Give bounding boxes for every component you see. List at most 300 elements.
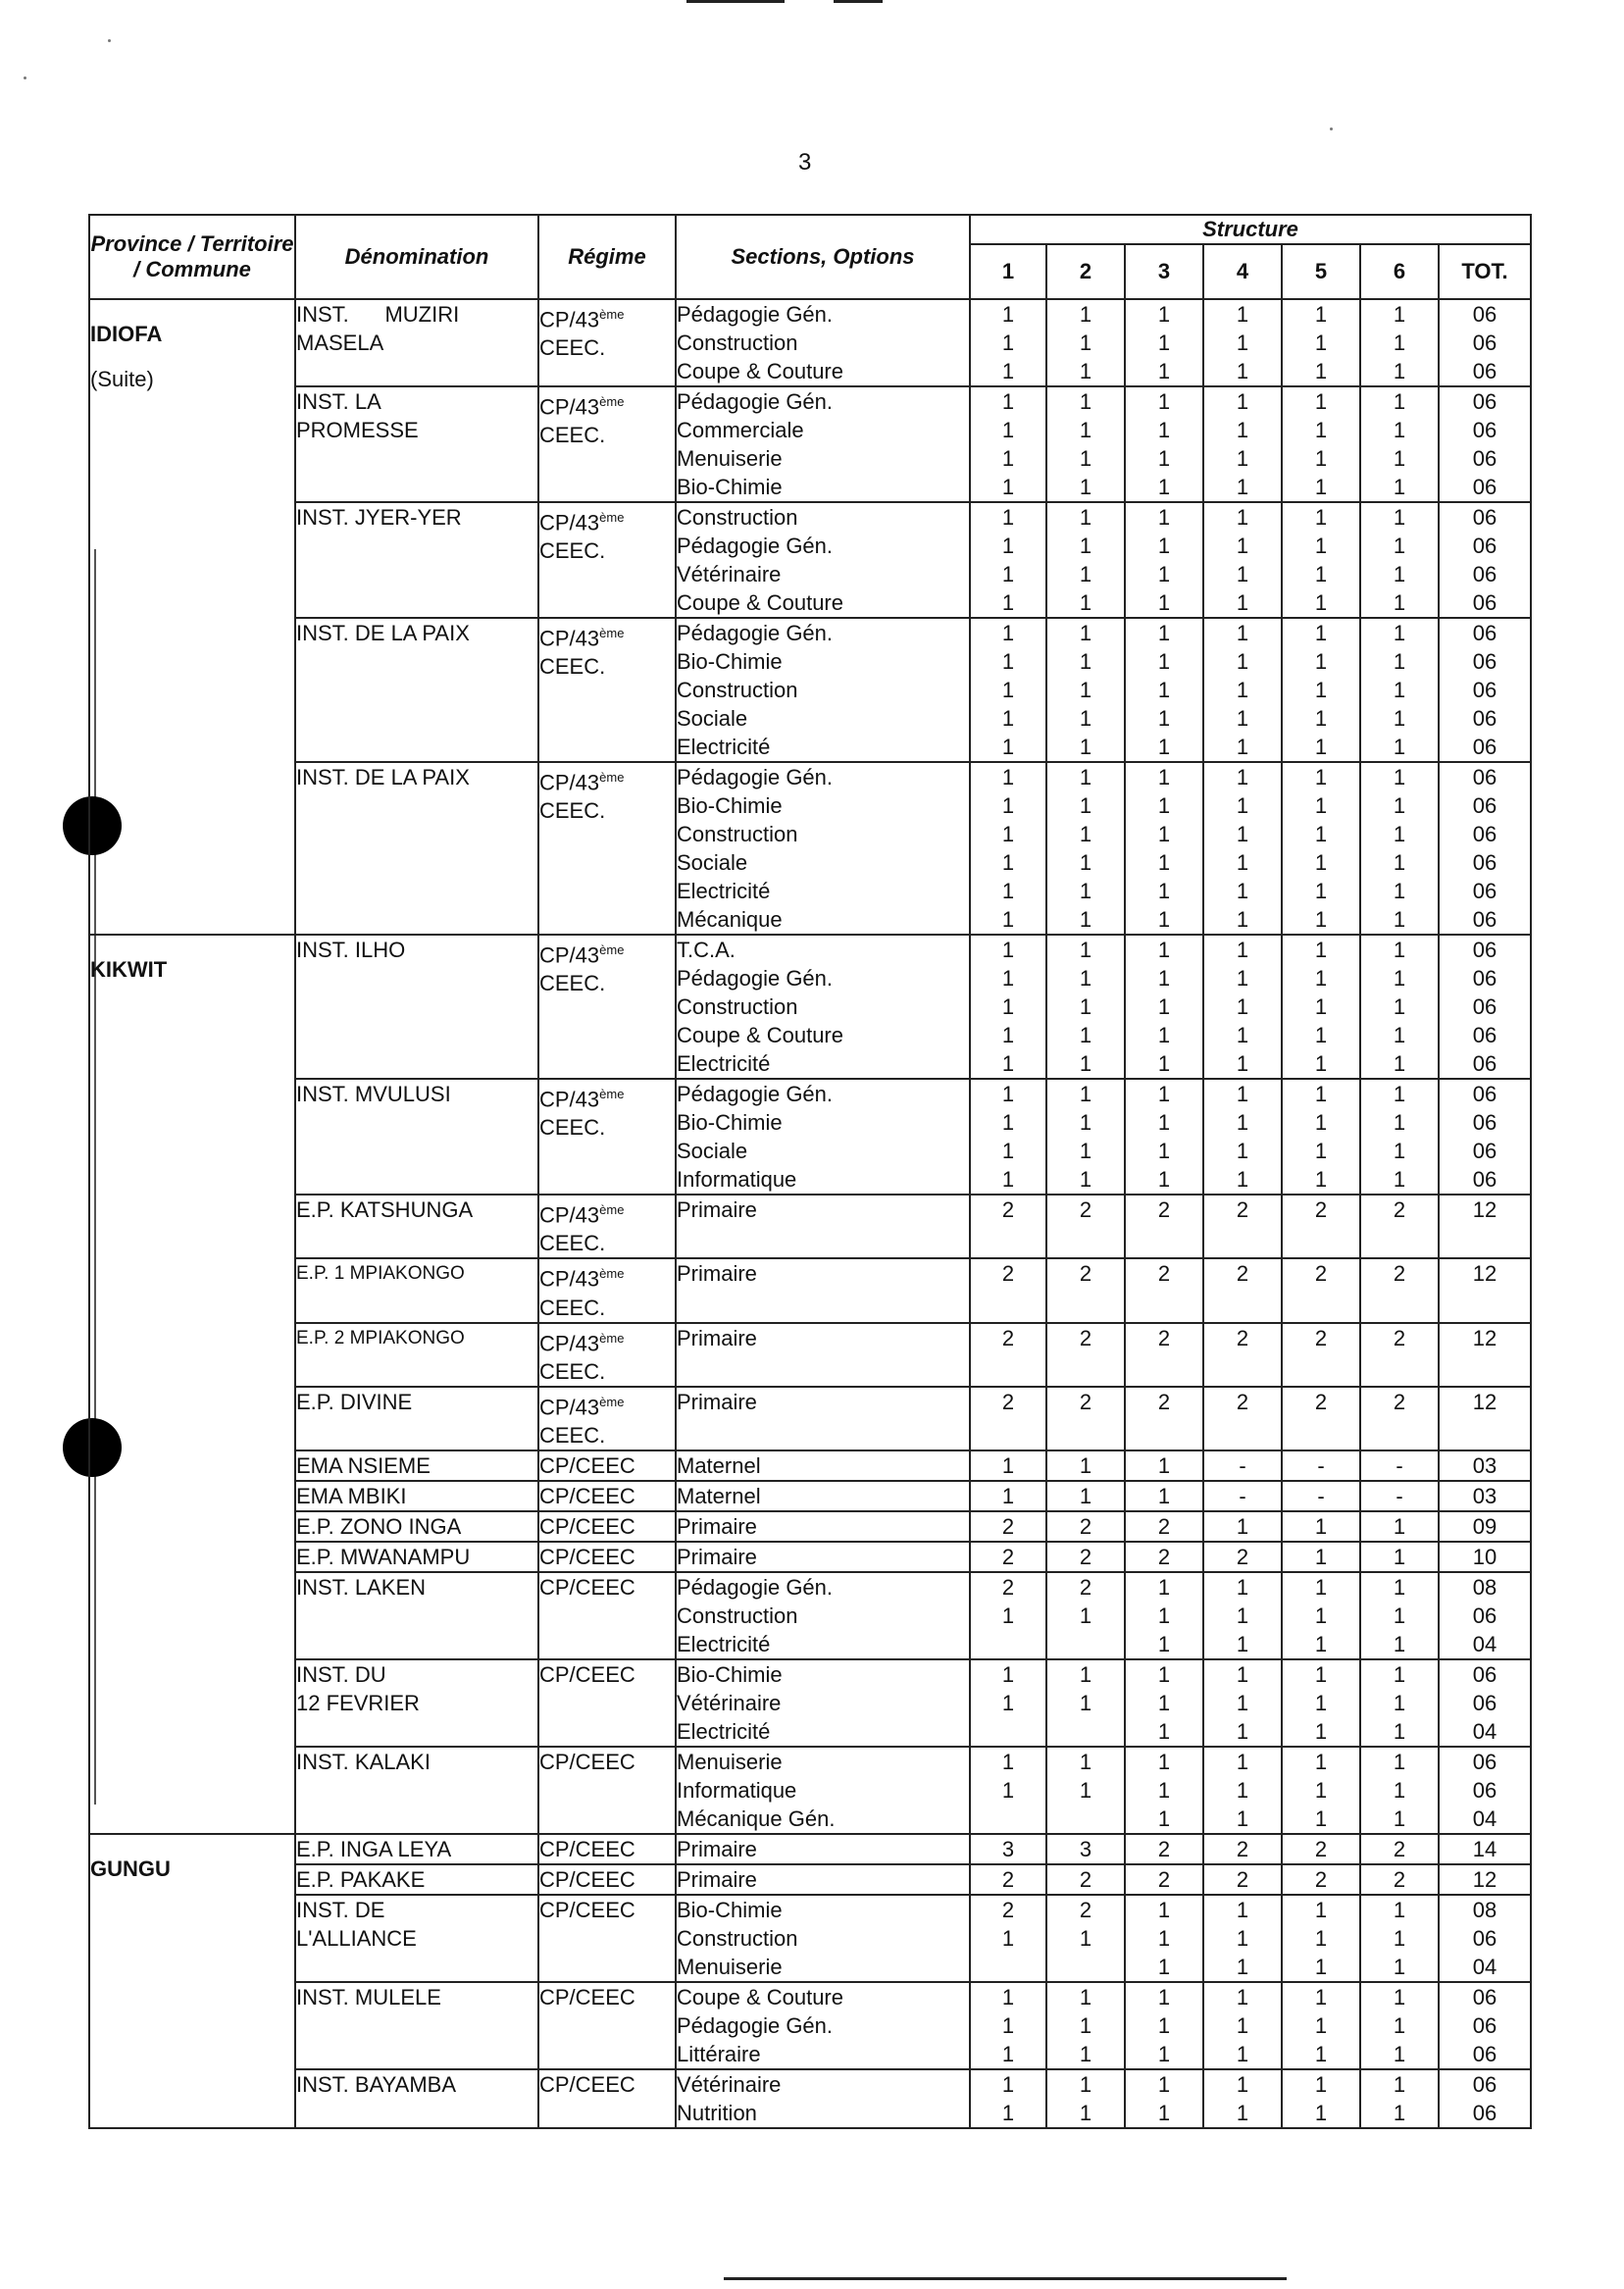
structure-count-c6-text: 1 1 <box>1393 2072 1406 2126</box>
structure-count-c5 <box>1282 1195 1360 1258</box>
regime-line2: CEEC. <box>539 335 606 361</box>
structure-count-c6 <box>1360 1982 1439 2069</box>
structure-count-c1 <box>970 2069 1046 2128</box>
bottom-rule <box>724 2277 1287 2280</box>
structure-count-c2-text: 1 <box>1079 1484 1092 1509</box>
structure-count-c1 <box>970 762 1046 935</box>
total-cell <box>1439 1834 1531 1864</box>
structure-count-c2-text: 1 1 1 1 1 1 <box>1079 765 1092 932</box>
table-row <box>89 1864 1531 1895</box>
structure-count-c2-text: 1 1 1 1 1 <box>1079 938 1092 1076</box>
structure-count-c4-text: 2 <box>1236 1197 1249 1222</box>
structure-count-c2-text: 1 1 1 <box>1079 1985 1092 2067</box>
regime-line2: CEEC. <box>539 798 606 824</box>
school-name <box>295 1323 538 1387</box>
sections-cell <box>676 1079 970 1195</box>
regime-text <box>539 1835 675 1863</box>
total-cell <box>1439 1895 1531 1982</box>
structure-count-c1 <box>970 1481 1046 1511</box>
structure-count-c4-text: 1 1 1 1 1 <box>1236 938 1249 1076</box>
sections-cell <box>676 1323 970 1387</box>
regime-text <box>539 936 675 997</box>
sections-cell <box>676 1864 970 1895</box>
regime-line2: CEEC. <box>539 654 606 680</box>
regime-superscript: ème <box>599 394 625 409</box>
structure-count-c2 <box>1046 1542 1125 1572</box>
header-province: Province / Territoire / Commune <box>89 215 295 299</box>
regime-cell <box>538 1387 676 1450</box>
regime-line2: CEEC. <box>539 538 606 564</box>
regime-base: CP/CEEC <box>539 1545 635 1570</box>
structure-count-c3-text: 2 <box>1157 1325 1171 1350</box>
structure-count-c3-text: 1 <box>1157 1484 1171 1509</box>
sections-cell <box>676 1195 970 1258</box>
structure-count-c3-text: 2 <box>1157 1261 1171 1287</box>
structure-count-c5 <box>1282 1864 1360 1895</box>
structure-count-c3 <box>1125 935 1203 1079</box>
sections-cell-text: Bio-Chimie Construction Menuiserie <box>677 1898 798 1980</box>
school-name-text: E.P. INGA LEYA <box>296 1837 452 1862</box>
table-row <box>89 1834 1531 1864</box>
structure-count-c1-text: 1 1 1 1 <box>1001 505 1015 615</box>
sections-cell-text: Bio-Chimie Vétérinaire Electricité <box>677 1662 783 1745</box>
structure-count-c5-text: 2 <box>1314 1261 1328 1287</box>
sections-cell-text: Coupe & Couture Pédagogie Gén. Littéraire <box>677 1985 843 2067</box>
structure-count-c6-text: 1 1 1 1 <box>1393 389 1406 499</box>
structure-count-c2 <box>1046 2069 1125 2128</box>
structure-count-c5 <box>1282 762 1360 935</box>
school-name-text: INST. BAYAMBA <box>296 2072 457 2098</box>
structure-count-c4 <box>1203 1511 1282 1542</box>
school-name <box>295 1572 538 1659</box>
scan-speck <box>24 76 26 79</box>
regime-cell <box>538 386 676 502</box>
total-cell-text: 06 06 06 <box>1472 302 1497 383</box>
structure-count-c2 <box>1046 1572 1125 1659</box>
structure-count-c6 <box>1360 1542 1439 1572</box>
structure-count-c5 <box>1282 1511 1360 1542</box>
regime-base: CP/43 <box>539 394 600 420</box>
structure-count-c6 <box>1360 762 1439 935</box>
header-col-6: 6 <box>1360 244 1439 299</box>
table-row <box>89 1450 1531 1481</box>
header-col-2: 2 <box>1046 244 1125 299</box>
structure-count-c1 <box>970 1542 1046 1572</box>
sections-cell <box>676 1747 970 1834</box>
structure-count-c4 <box>1203 1982 1282 2069</box>
structure-count-c3 <box>1125 1481 1203 1511</box>
structure-count-c6 <box>1360 1195 1439 1258</box>
regime-text <box>539 763 675 825</box>
table-row <box>89 386 1531 502</box>
structure-count-c4 <box>1203 1542 1282 1572</box>
structure-count-c4-text: 2 <box>1236 1837 1249 1862</box>
structure-count-c4 <box>1203 1195 1282 1258</box>
structure-count-c3-text: 1 1 1 <box>1157 1662 1171 1745</box>
structure-count-c6-text: 1 1 1 <box>1393 1750 1406 1832</box>
regime-cell <box>538 1079 676 1195</box>
regime-cell <box>538 935 676 1079</box>
structure-count-c5-text: 1 1 1 <box>1314 1985 1328 2067</box>
structure-count-c6 <box>1360 502 1439 618</box>
regime-cell <box>538 1195 676 1258</box>
structure-count-c1 <box>970 1864 1046 1895</box>
schools-table <box>88 214 1532 2129</box>
structure-count-c6-text: 1 1 1 <box>1393 1662 1406 1745</box>
structure-count-c1 <box>970 1834 1046 1864</box>
structure-count-c4 <box>1203 1747 1282 1834</box>
sections-cell-text: Primaire <box>677 1389 757 1414</box>
structure-count-c6 <box>1360 386 1439 502</box>
structure-count-c5 <box>1282 502 1360 618</box>
regime-cell <box>538 1747 676 1834</box>
structure-count-c2-text: 1 <box>1079 1453 1092 1479</box>
structure-count-c4-text: 1 1 1 <box>1236 1750 1249 1832</box>
regime-cell <box>538 1511 676 1542</box>
school-name-text: E.P. PAKAKE <box>296 1867 426 1893</box>
structure-count-c1-text: 2 <box>1001 1261 1015 1287</box>
structure-count-c3 <box>1125 1834 1203 1864</box>
header-sections: Sections, Options <box>676 215 970 299</box>
structure-count-c1 <box>970 1195 1046 1258</box>
structure-count-c4 <box>1203 1572 1282 1659</box>
structure-count-c3-text: 1 1 1 <box>1157 1985 1171 2067</box>
structure-count-c1 <box>970 1895 1046 1982</box>
structure-count-c2 <box>1046 1323 1125 1387</box>
total-cell-text: 14 <box>1472 1837 1497 1862</box>
regime-cell <box>538 1834 676 1864</box>
total-cell <box>1439 1864 1531 1895</box>
structure-count-c3-text: 1 1 1 1 <box>1157 505 1171 615</box>
school-name-text: INST. LAKEN <box>296 1575 427 1601</box>
structure-count-c4-text: 1 1 1 <box>1236 1985 1249 2067</box>
sections-cell <box>676 1258 970 1322</box>
structure-count-c1 <box>970 1659 1046 1747</box>
page-number: 3 <box>798 149 812 176</box>
structure-count-c4-text: 1 1 1 <box>1236 1898 1249 1980</box>
sections-cell <box>676 1659 970 1747</box>
structure-count-c6 <box>1360 1079 1439 1195</box>
structure-count-c6-text: 2 <box>1393 1837 1406 1862</box>
structure-count-c6-text: 1 <box>1393 1514 1406 1540</box>
province-note: (Suite) <box>90 367 154 391</box>
structure-count-c3 <box>1125 1659 1203 1747</box>
structure-count-c1 <box>970 1258 1046 1322</box>
sections-cell-text: Primaire <box>677 1197 757 1222</box>
regime-superscript: ème <box>599 1202 625 1217</box>
total-cell <box>1439 1079 1531 1195</box>
structure-count-c6-text: 1 1 1 1 <box>1393 505 1406 615</box>
structure-count-c5-text: 2 <box>1314 1325 1328 1350</box>
school-name-text: INST. DU 12 FEVRIER <box>296 1662 420 1716</box>
total-cell <box>1439 762 1531 935</box>
school-name <box>295 1864 538 1895</box>
regime-text <box>539 2070 675 2099</box>
structure-count-c4-text: 2 <box>1236 1867 1249 1893</box>
structure-count-c1-text: 2 1 <box>1001 1575 1015 1629</box>
structure-count-c3-text: 1 <box>1157 1453 1171 1479</box>
regime-line2: CEEC. <box>539 1295 606 1320</box>
school-name <box>295 1258 538 1322</box>
structure-count-c1 <box>970 935 1046 1079</box>
province-cell-kikwit <box>89 935 295 1834</box>
structure-count-c6 <box>1360 1895 1439 1982</box>
table-row <box>89 1258 1531 1322</box>
regime-line2: CEEC. <box>539 1115 606 1141</box>
structure-count-c2-text: 1 1 1 1 <box>1079 505 1092 615</box>
total-cell-text: 03 <box>1472 1453 1497 1479</box>
structure-count-c1-text: 1 1 <box>1001 1750 1015 1804</box>
structure-count-c1-text: 2 <box>1001 1389 1015 1414</box>
structure-count-c2 <box>1046 1450 1125 1481</box>
structure-count-c4-text: 2 <box>1236 1389 1249 1414</box>
regime-cell <box>538 1864 676 1895</box>
school-name <box>295 1195 538 1258</box>
regime-text <box>539 1865 675 1894</box>
regime-base: CP/43 <box>539 942 600 968</box>
structure-count-c2 <box>1046 1982 1125 2069</box>
regime-cell <box>538 618 676 762</box>
regime-line2: CEEC. <box>539 971 606 996</box>
sections-cell-text: Maternel <box>677 1484 761 1509</box>
structure-count-c5 <box>1282 1481 1360 1511</box>
structure-count-c6-text: 2 <box>1393 1197 1406 1222</box>
structure-count-c5-text: 1 1 <box>1314 2072 1328 2126</box>
school-name <box>295 2069 538 2128</box>
school-name-text: INST. MULELE <box>296 1985 441 2010</box>
school-name-text: E.P. DIVINE <box>296 1389 413 1414</box>
school-name <box>295 1387 538 1450</box>
structure-count-c3-text: 1 1 1 1 1 1 <box>1157 765 1171 932</box>
structure-count-c5-text: 2 <box>1314 1867 1328 1893</box>
sections-cell-text: Construction Pédagogie Gén. Vétérinaire Coupe & Couture <box>677 505 843 615</box>
province-name: GUNGU <box>90 1857 171 1882</box>
table-row <box>89 502 1531 618</box>
structure-count-c5 <box>1282 1542 1360 1572</box>
regime-line2: CEEC. <box>539 423 606 448</box>
regime-cell <box>538 502 676 618</box>
sections-cell-text: Pédagogie Gén. Bio-Chimie Construction Sociale Electricité <box>677 621 834 759</box>
structure-count-c6-text: 2 <box>1393 1325 1406 1350</box>
sections-cell-text: Menuiserie Informatique Mécanique Gén. <box>677 1750 836 1832</box>
structure-count-c4 <box>1203 1323 1282 1387</box>
structure-count-c5 <box>1282 299 1360 386</box>
structure-count-c3 <box>1125 502 1203 618</box>
structure-count-c3-text: 1 1 1 <box>1157 302 1171 383</box>
school-name <box>295 1659 538 1747</box>
structure-count-c5-text: 1 1 1 <box>1314 302 1328 383</box>
regime-base: CP/CEEC <box>539 1484 635 1509</box>
school-name-text: E.P. MWANAMPU <box>296 1545 471 1570</box>
structure-count-c5-text: 1 1 1 1 1 1 <box>1314 765 1328 932</box>
structure-count-c4-text: 2 <box>1236 1261 1249 1287</box>
school-name <box>295 618 538 762</box>
school-name-text: E.P. ZONO INGA <box>296 1514 462 1540</box>
scan-speck <box>1330 127 1333 130</box>
sections-cell-text: Primaire <box>677 1325 757 1350</box>
structure-count-c2 <box>1046 502 1125 618</box>
sections-cell-text: Primaire <box>677 1545 757 1570</box>
structure-count-c6 <box>1360 1450 1439 1481</box>
regime-line2: CEEC. <box>539 1358 606 1384</box>
school-name-text: EMA MBIKI <box>296 1484 407 1509</box>
regime-text <box>539 1748 675 1776</box>
regime-superscript: ème <box>599 942 625 957</box>
total-cell <box>1439 1572 1531 1659</box>
structure-count-c5 <box>1282 1659 1360 1747</box>
structure-count-c3-text: 1 1 1 <box>1157 1898 1171 1980</box>
structure-count-c2-text: 2 <box>1079 1325 1092 1350</box>
sections-cell-text: Vétérinaire Nutrition <box>677 2072 782 2126</box>
structure-count-c2 <box>1046 1195 1125 1258</box>
total-cell-text: 12 <box>1472 1261 1497 1287</box>
total-cell-text: 06 06 06 06 <box>1472 1082 1497 1192</box>
structure-count-c5 <box>1282 1747 1360 1834</box>
regime-cell <box>538 1659 676 1747</box>
structure-count-c3-text: 1 1 1 <box>1157 1750 1171 1832</box>
total-cell <box>1439 1982 1531 2069</box>
table-row <box>89 2069 1531 2128</box>
school-name <box>295 1747 538 1834</box>
regime-base: CP/CEEC <box>539 1985 635 2010</box>
structure-count-c1-text: 1 1 <box>1001 2072 1015 2126</box>
structure-count-c5-text: 2 <box>1314 1389 1328 1414</box>
regime-base: CP/CEEC <box>539 1898 635 1923</box>
structure-count-c5 <box>1282 386 1360 502</box>
structure-count-c1-text: 1 1 1 <box>1001 1985 1015 2067</box>
structure-count-c2-text: 1 1 <box>1079 2072 1092 2126</box>
structure-count-c2-text: 1 1 1 1 <box>1079 1082 1092 1192</box>
structure-count-c3-text: 2 <box>1157 1197 1171 1222</box>
regime-text <box>539 300 675 362</box>
structure-count-c4 <box>1203 2069 1282 2128</box>
structure-count-c4-text: 1 1 1 <box>1236 1575 1249 1657</box>
structure-count-c1-text: 3 <box>1001 1837 1015 1862</box>
structure-count-c2-text: 1 1 <box>1079 1750 1092 1804</box>
regime-base: CP/CEEC <box>539 1514 635 1540</box>
total-cell-text: 12 <box>1472 1389 1497 1414</box>
regime-cell <box>538 1982 676 2069</box>
regime-base: CP/43 <box>539 626 600 651</box>
structure-count-c6-text: 1 1 1 1 <box>1393 1082 1406 1192</box>
regime-base: CP/CEEC <box>539 1837 635 1862</box>
total-cell-text: 12 <box>1472 1867 1497 1893</box>
total-cell <box>1439 935 1531 1079</box>
structure-count-c5 <box>1282 935 1360 1079</box>
school-name <box>295 762 538 935</box>
structure-count-c1-text: 1 1 1 <box>1001 302 1015 383</box>
regime-base: CP/43 <box>539 307 600 332</box>
school-name <box>295 1834 538 1864</box>
structure-count-c2-text: 2 1 <box>1079 1575 1092 1629</box>
structure-count-c5-text: 2 <box>1314 1837 1328 1862</box>
structure-count-c2 <box>1046 1834 1125 1864</box>
total-cell <box>1439 1323 1531 1387</box>
total-cell <box>1439 2069 1531 2128</box>
sections-cell <box>676 386 970 502</box>
school-name-text: INST. DE LA PAIX <box>296 765 470 789</box>
structure-count-c3-text: 1 1 1 1 <box>1157 389 1171 499</box>
structure-count-c1-text: 1 1 <box>1001 1662 1015 1716</box>
school-name-text: INST. JYER-YER <box>296 505 462 530</box>
table-row <box>89 1747 1531 1834</box>
total-cell-text: 06 06 <box>1472 2072 1497 2126</box>
structure-count-c4 <box>1203 299 1282 386</box>
table-row <box>89 1323 1531 1387</box>
structure-count-c4-text: - <box>1239 1453 1246 1479</box>
structure-count-c6 <box>1360 299 1439 386</box>
total-cell <box>1439 1511 1531 1542</box>
structure-count-c2 <box>1046 1387 1125 1450</box>
structure-count-c3 <box>1125 1258 1203 1322</box>
sections-cell <box>676 1511 970 1542</box>
structure-count-c2-text: 2 1 <box>1079 1898 1092 1952</box>
structure-count-c6 <box>1360 1323 1439 1387</box>
structure-count-c1 <box>970 1387 1046 1450</box>
structure-count-c3-text: 2 <box>1157 1389 1171 1414</box>
school-name <box>295 1450 538 1481</box>
regime-text <box>539 1896 675 1924</box>
sections-cell <box>676 1982 970 2069</box>
structure-count-c5-text: 1 1 1 <box>1314 1750 1328 1832</box>
header-denomination: Dénomination <box>295 215 538 299</box>
sections-cell-text: Primaire <box>677 1837 757 1862</box>
sections-cell <box>676 1834 970 1864</box>
regime-base: CP/CEEC <box>539 2072 635 2098</box>
sections-cell <box>676 1481 970 1511</box>
structure-count-c6-text: 2 <box>1393 1389 1406 1414</box>
regime-line2: CEEC. <box>539 1423 606 1449</box>
structure-count-c6 <box>1360 1572 1439 1659</box>
structure-count-c2-text: 2 <box>1079 1514 1092 1540</box>
structure-count-c1-text: 1 1 1 1 <box>1001 389 1015 499</box>
regime-superscript: ème <box>599 1266 625 1282</box>
sections-cell-text: Pédagogie Gén. Construction Electricité <box>677 1575 834 1657</box>
total-cell-text: 03 <box>1472 1484 1497 1509</box>
province-name: KIKWIT <box>90 957 168 982</box>
total-cell-text: 12 <box>1472 1325 1497 1350</box>
regime-cell <box>538 1481 676 1511</box>
header-col-5: 5 <box>1282 244 1360 299</box>
regime-base: CP/43 <box>539 1330 600 1355</box>
structure-count-c5-text: 1 <box>1314 1545 1328 1570</box>
sections-cell-text: Maternel <box>677 1453 761 1479</box>
structure-count-c3 <box>1125 1195 1203 1258</box>
structure-count-c4 <box>1203 1450 1282 1481</box>
structure-count-c4-text: - <box>1239 1484 1246 1509</box>
structure-count-c6-text: 1 1 1 <box>1393 1985 1406 2067</box>
school-name <box>295 935 538 1079</box>
structure-count-c4 <box>1203 618 1282 762</box>
structure-count-c6 <box>1360 1258 1439 1322</box>
school-name <box>295 502 538 618</box>
structure-count-c2-text: 2 <box>1079 1197 1092 1222</box>
structure-count-c2 <box>1046 1659 1125 1747</box>
structure-count-c5-text: - <box>1317 1484 1325 1509</box>
table-row <box>89 935 1531 1079</box>
regime-superscript: ème <box>599 770 625 785</box>
school-name <box>295 386 538 502</box>
structure-count-c5 <box>1282 1834 1360 1864</box>
structure-count-c2 <box>1046 1864 1125 1895</box>
structure-count-c5-text: 1 1 1 <box>1314 1898 1328 1980</box>
total-cell-text: 06 06 04 <box>1472 1662 1497 1745</box>
school-name-text: INST. DE L'ALLIANCE <box>296 1898 417 1952</box>
total-cell <box>1439 1387 1531 1450</box>
structure-count-c3 <box>1125 1747 1203 1834</box>
structure-count-c6-text: 1 1 1 <box>1393 302 1406 383</box>
table-row <box>89 1195 1531 1258</box>
